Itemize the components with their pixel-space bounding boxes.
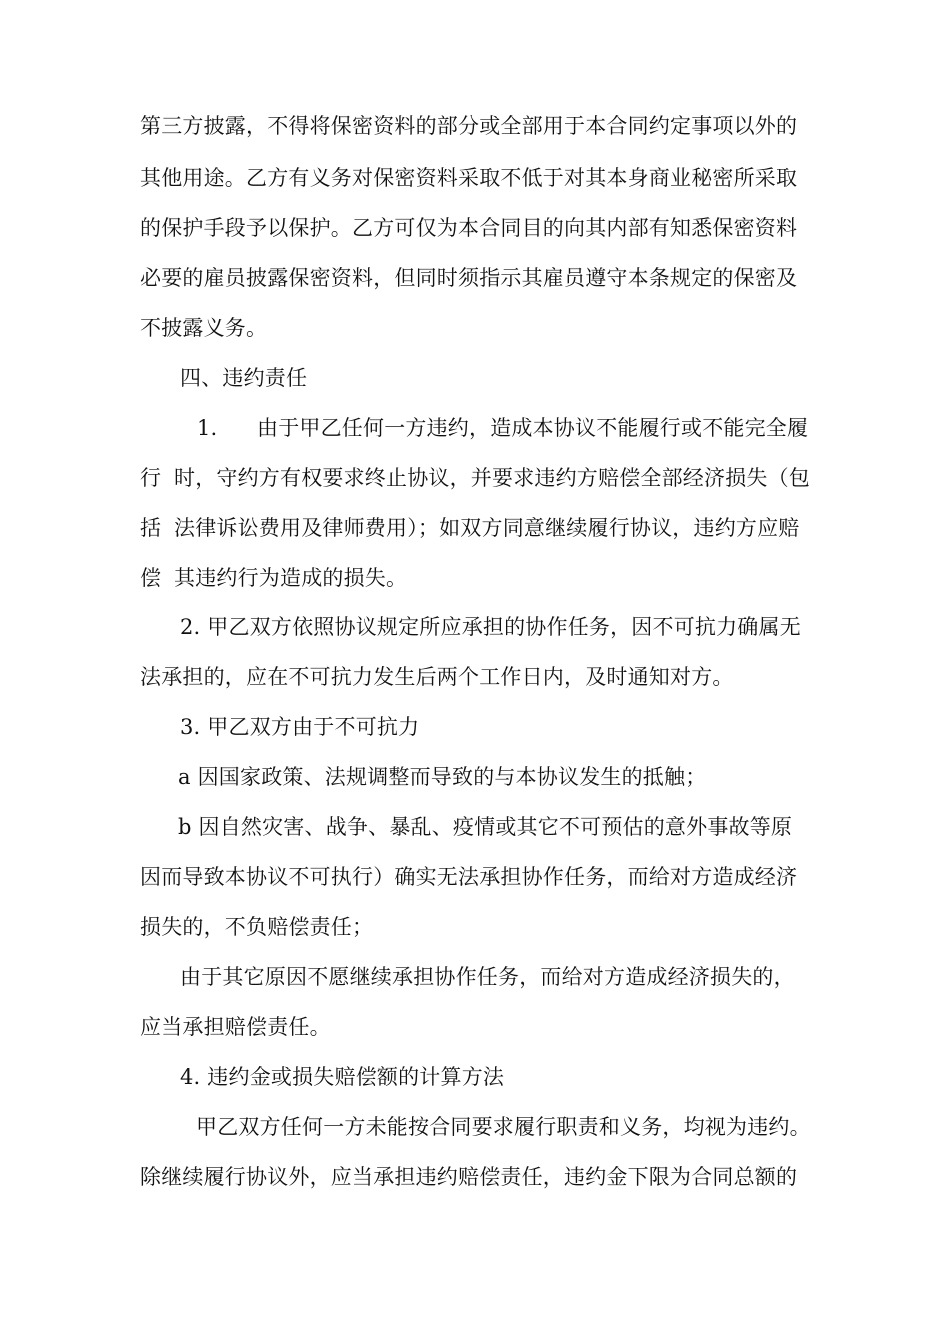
section-heading: 四、违约责任 <box>180 366 308 390</box>
line-text: 第三方披露，不得将保密资料的部分或全部用于本合同约定事项以外的 <box>140 114 798 138</box>
paragraph-line: 不披露义务。 <box>140 316 268 340</box>
paragraph-line: 必要的雇员披露保密资料，但同时须指示其雇员遵守本条规定的保密及 <box>140 266 798 290</box>
paragraph-line: 除继续履行协议外，应当承担违约赔偿责任，违约金下限为合同总额的 <box>140 1165 798 1189</box>
paragraph-line: 由于其它原因不愿继续承担协作任务，而给对方造成经济损失的， <box>180 965 795 989</box>
paragraph-line: 法律诉讼费用及律师费用）；如双方同意继续履行协议，违约方应赔 <box>174 516 800 540</box>
paragraph-line: 损失的，不负赔偿责任； <box>140 915 374 939</box>
paragraph-line: 3. 甲乙双方由于不可抗力 <box>180 715 420 739</box>
paragraph-line <box>140 111 850 141</box>
paragraph-line: 的保护手段予以保护。乙方可仅为本合同目的向其内部有知悉保密资料 <box>140 216 798 240</box>
paragraph-line: 因而导致本协议不可执行）确实无法承担协作任务，而给对方造成经济 <box>140 865 798 889</box>
paragraph-line: 法承担的，应在不可抗力发生后两个工作日内，及时通知对方。 <box>140 665 734 689</box>
paragraph-line: 4. 违约金或损失赔偿额的计算方法 <box>180 1065 505 1089</box>
paragraph-line: 甲乙双方任何一方未能按合同要求履行职责和义务，均视为违约。 <box>196 1115 811 1139</box>
paragraph-line: 应当承担赔偿责任。 <box>140 1015 331 1039</box>
paragraph-line-start: 偿 <box>140 566 162 590</box>
paragraph-line: 2. 甲乙双方依照协议规定所应承担的协作任务，因不可抗力确属无 <box>180 615 801 639</box>
list-number: 1. <box>197 416 218 440</box>
paragraph-line: 其他用途。乙方有义务对保密资料采取不低于对其本身商业秘密所采取 <box>140 166 798 190</box>
paragraph-line: 由于甲乙任何一方违约，造成本协议不能履行或不能完全履 <box>257 416 809 440</box>
paragraph-line: 其违约行为造成的损失。 <box>174 566 408 590</box>
paragraph-line: b 因自然灾害、战争、暴乱、疫情或其它不可预估的意外事故等原 <box>178 815 793 839</box>
paragraph-line: 时，守约方有权要求终止协议，并要求违约方赔偿全部经济损失（包 <box>174 466 810 490</box>
paragraph-line: a 因国家政策、法规调整而导致的与本协议发生的抵触； <box>178 765 707 789</box>
paragraph-line-start: 括 <box>140 516 162 540</box>
paragraph-line-start: 行 <box>140 466 162 490</box>
